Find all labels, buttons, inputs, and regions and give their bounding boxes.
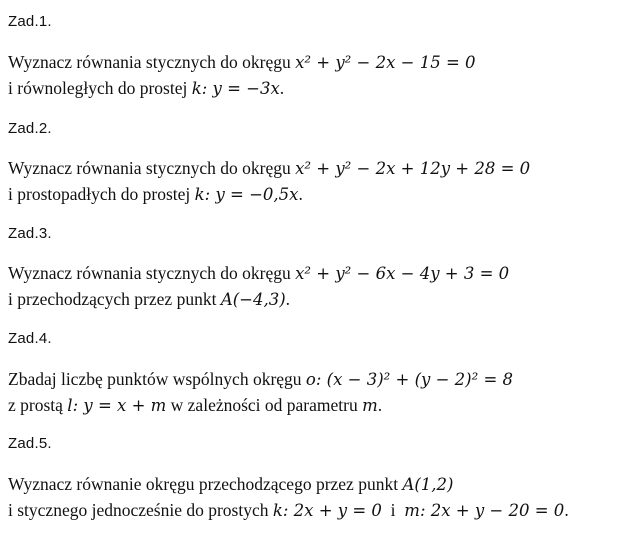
task-3-line-1: [8, 263, 509, 284]
task-3-line-2: [8, 289, 290, 310]
task-2-period: .: [298, 184, 303, 204]
task-1-text: Wyznacz równania stycznych do okręgu: [8, 52, 296, 72]
task-5-line-m: m: 2x + y − 20 = 0: [404, 501, 565, 520]
task-5-line-2: [8, 500, 569, 521]
task-5-period: .: [564, 500, 569, 520]
task-2-text: Wyznacz równania stycznych do okręgu: [8, 158, 296, 178]
task-2-text-2: i prostopadłych do prostej: [8, 184, 195, 204]
task-5-separator: i: [381, 500, 405, 520]
task-5-text-2: i stycznego jednocześnie do prostych: [8, 500, 273, 520]
task-4-line-equation: l: y = x + m: [67, 396, 167, 415]
task-4-text-2: z prostą: [8, 395, 68, 415]
task-5-heading: Zad.5.: [8, 435, 52, 452]
task-4-period: .: [377, 395, 383, 415]
task-2-line-equation: k: y = −0,5x: [194, 185, 299, 204]
task-3-equation: x² + y² − 6x − 4y + 3 = 0: [295, 264, 510, 283]
task-3-period: .: [285, 289, 291, 309]
task-1-line-2: [8, 78, 284, 99]
task-5-point: A(1,2): [402, 475, 454, 494]
task-5-line-1: [8, 474, 453, 495]
task-4-heading: Zad.4.: [8, 330, 52, 347]
task-1-heading: Zad.1.: [8, 13, 52, 30]
task-4-line-1: [8, 369, 513, 390]
task-3-point: A(−4,3): [220, 290, 286, 309]
task-3-heading: Zad.3.: [8, 225, 52, 242]
task-4-text: Zbadaj liczbę punktów wspólnych okręgu: [8, 369, 306, 389]
task-1-equation: x² + y² − 2x − 15 = 0: [295, 53, 476, 72]
task-2-line-1: [8, 158, 530, 179]
task-1-text-2: i równoległych do prostej: [8, 78, 192, 98]
task-4-line-2: [8, 395, 382, 416]
task-3-text-2: i przechodzących przez punkt: [8, 289, 221, 309]
task-4-text-3: w zależności od parametru: [166, 395, 363, 415]
task-1-line-equation: k: y = −3x: [191, 79, 280, 98]
task-4-circle-equation: o: (x − 3)² + (y − 2)² = 8: [305, 370, 514, 389]
task-2-line-2: [8, 184, 303, 205]
task-5-line-k: k: 2x + y = 0: [272, 501, 382, 520]
task-3-text: Wyznacz równania stycznych do okręgu: [8, 263, 296, 283]
task-1-period: .: [279, 78, 285, 98]
task-1-line-1: [8, 52, 476, 73]
task-2-equation: x² + y² − 2x + 12y + 28 = 0: [295, 159, 531, 178]
task-4-parameter: m: [362, 396, 378, 415]
task-2-heading: Zad.2.: [8, 120, 52, 137]
task-5-text: Wyznacz równanie okręgu przechodzącego przez punkt: [8, 474, 403, 494]
